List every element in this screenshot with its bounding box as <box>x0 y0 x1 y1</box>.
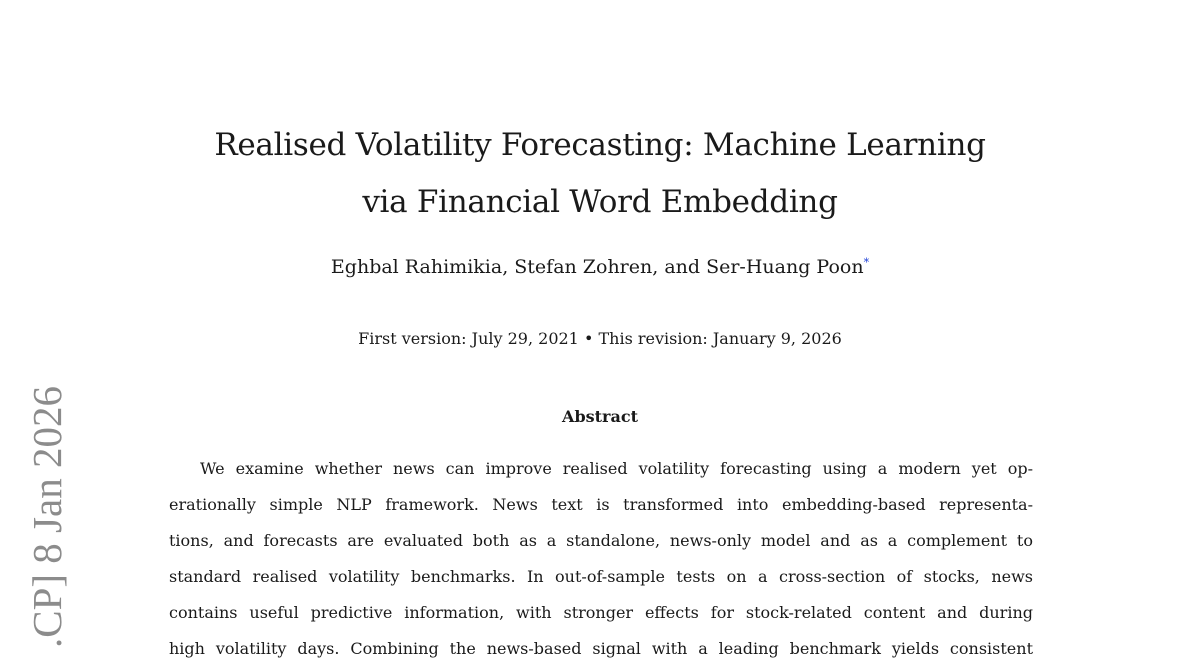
abstract-line: standard realised volatility benchmarks. In out-of-sample tests on a cross-section of stocks, news <box>169 567 1033 586</box>
abstract-line: We examine whether news can improve realised volatility forecasting using a modern yet op- <box>200 459 1033 478</box>
version-dates: First version: July 29, 2021 • This revision: January 9, 2026 <box>358 329 842 348</box>
title-line-2: via Financial Word Embedding <box>362 183 838 220</box>
abstract-line: tions, and forecasts are evaluated both as a standalone, news-only model and as a complement to <box>169 531 1033 550</box>
author-names: Eghbal Rahimikia, Stefan Zohren, and Ser-Huang Poon <box>330 256 864 278</box>
abstract-body <box>169 456 1033 672</box>
abstract-line: erationally simple NLP framework. News text is transformed into embedding-based representa- <box>169 495 1033 514</box>
title-line-1: Realised Volatility Forecasting: Machine Learning <box>214 126 986 163</box>
abstract-line: contains useful predictive information, with stronger effects for stock-related content and during <box>169 603 1033 622</box>
abstract-line: high volatility days. Combining the news-based signal with a leading benchmark yields consistent <box>169 639 1033 658</box>
author-list <box>150 248 1050 282</box>
paper-title <box>150 117 1050 231</box>
author-footnote-marker[interactable]: * <box>863 256 870 269</box>
abstract-heading: Abstract <box>562 407 638 426</box>
arxiv-side-stamp: .CP] 8 Jan 2026 <box>24 386 70 648</box>
